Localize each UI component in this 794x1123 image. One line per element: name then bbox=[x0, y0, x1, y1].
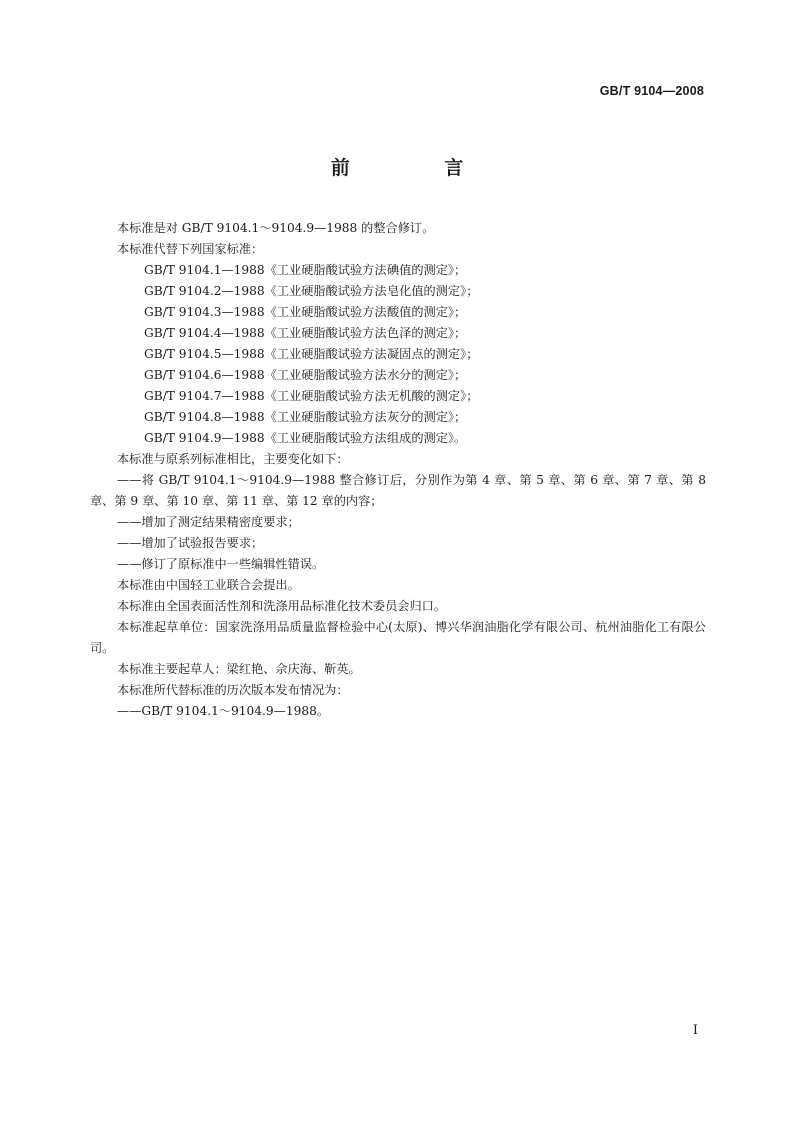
change-item: ——修订了原标准中一些编辑性错误。 bbox=[117, 557, 325, 571]
change-item: ——增加了测定结果精密度要求； bbox=[117, 515, 300, 529]
standard-code-title: GB/T 9104.8—1988《工业硬脂酸试验方法 bbox=[144, 410, 387, 424]
changes-intro: 本标准与原系列标准相比，主要变化如下： bbox=[117, 452, 349, 466]
proposed-by: 本标准由中国轻工业联合会提出。 bbox=[117, 578, 300, 592]
standard-item: 皂化值的测定》； bbox=[387, 284, 479, 298]
list-item bbox=[90, 260, 706, 281]
page-number: I bbox=[692, 1023, 698, 1038]
history-item: ——GB/T 9104.1～9104.9—1988。 bbox=[117, 704, 330, 718]
change-item: ——将 GB/T 9104.1～9104.9—1988 整合修订后，分别作为第 4 章、第 5 章、第 6 章、第 7 章、第 8 章、第 9 章、第 10 章、第 11 章、第 12 章的内容； bbox=[90, 473, 706, 508]
standard-code-title: GB/T 9104.6—1988《工业硬脂酸试验方法 bbox=[144, 368, 387, 382]
drafters: 本标准主要起草人：梁红艳、佘庆海、靳英。 bbox=[117, 662, 361, 676]
standard-code-title: GB/T 9104.4—1988《工业硬脂酸试验方法 bbox=[144, 326, 387, 340]
standard-item: 无机酸的测定》； bbox=[387, 389, 479, 403]
list-item bbox=[90, 302, 706, 323]
history-intro: 本标准所代替标准的历次版本发布情况为： bbox=[117, 683, 349, 697]
standard-item: 酸值的测定》； bbox=[387, 305, 467, 319]
standard-code-title: GB/T 9104.7—1988《工业硬脂酸试验方法 bbox=[144, 389, 387, 403]
list-item bbox=[90, 281, 706, 302]
list-item bbox=[90, 365, 706, 386]
page-title: 前 言 bbox=[330, 157, 508, 179]
standard-item: 色泽的测定》； bbox=[387, 326, 467, 340]
list-item bbox=[90, 407, 706, 428]
change-item: ——增加了试验报告要求； bbox=[117, 536, 264, 550]
jurisdiction: 本标准由全国表面活性剂和洗涤用品标准化技术委员会归口。 bbox=[117, 599, 447, 613]
list-item bbox=[90, 323, 706, 344]
list-item bbox=[90, 428, 706, 449]
standard-code-title: GB/T 9104.9—1988《工业硬脂酸试验方法 bbox=[144, 431, 387, 445]
standard-code-title: GB/T 9104.2—1988《工业硬脂酸试验方法 bbox=[144, 284, 387, 298]
standard-item: 灰分的测定》； bbox=[387, 410, 467, 424]
standard-item: 凝固点的测定》； bbox=[387, 347, 479, 361]
list-item bbox=[90, 344, 706, 365]
standard-code-title: GB/T 9104.5—1988《工业硬脂酸试验方法 bbox=[144, 347, 387, 361]
standard-code-title: GB/T 9104.3—1988《工业硬脂酸试验方法 bbox=[144, 305, 387, 319]
drafting-units: 本标准起草单位：国家洗涤用品质量监督检验中心(太原)、博兴华润油脂化学有限公司、杭州油脂化工有限公司。 bbox=[90, 620, 706, 655]
standard-item: 碘值的测定》； bbox=[387, 263, 467, 277]
standard-code: GB/T 9104—2008 bbox=[599, 84, 704, 98]
replaces-intro: 本标准代替下列国家标准： bbox=[117, 242, 264, 256]
standard-item: 组成的测定》。 bbox=[387, 431, 467, 445]
intro-paragraph: 本标准是对 GB/T 9104.1～9104.9—1988 的整合修订。 bbox=[117, 221, 435, 235]
replaced-standards-list bbox=[90, 260, 706, 449]
standard-code-title: GB/T 9104.1—1988《工业硬脂酸试验方法 bbox=[144, 263, 387, 277]
standard-item: 水分的测定》； bbox=[387, 368, 467, 382]
document-body bbox=[90, 218, 706, 722]
list-item bbox=[90, 386, 706, 407]
